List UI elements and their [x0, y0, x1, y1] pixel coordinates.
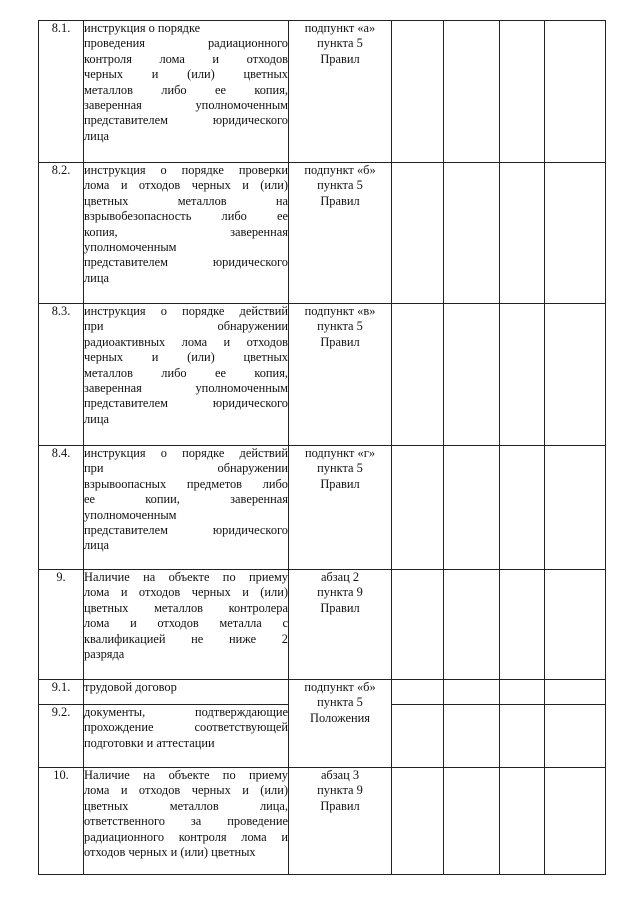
empty-cell — [545, 304, 606, 446]
reference-line: Правил — [320, 600, 360, 615]
text-line: уполномоченным — [84, 507, 177, 522]
empty-cell — [392, 163, 444, 304]
legal-reference — [289, 21, 392, 163]
reference-line: пункта 9 — [317, 783, 363, 798]
table-row — [39, 570, 606, 680]
legal-reference — [289, 680, 392, 768]
text-line: радиационного контроля лома и — [84, 829, 288, 844]
text-line: копия, заверенная — [84, 224, 288, 239]
empty-cell — [444, 705, 500, 768]
text-line: лома и отходов черных и (или) — [84, 783, 288, 798]
empty-cell — [500, 705, 545, 768]
empty-cell — [545, 163, 606, 304]
empty-cell — [500, 768, 545, 875]
text-line: документы, подтверждающие — [84, 705, 288, 719]
requirement-text — [84, 163, 289, 304]
text-line: взрывоопасных предметов либо — [84, 476, 288, 491]
reference-line: абзац 3 — [320, 768, 360, 782]
row-number: 9.2. — [39, 705, 84, 768]
reference-line: пункта 5 — [317, 695, 363, 710]
requirement-text — [84, 705, 289, 768]
empty-cell — [392, 21, 444, 163]
reference-line: подпункт «а» — [304, 21, 376, 35]
text-line: цветных металлов лица, — [84, 798, 288, 813]
row-number: 8.1. — [39, 21, 84, 163]
row-number: 8.4. — [39, 446, 84, 570]
text-line: квалификацией не ниже 2 — [84, 631, 288, 646]
table-row — [39, 446, 606, 570]
legal-reference — [289, 163, 392, 304]
text-line: лица — [84, 538, 109, 553]
empty-cell — [545, 705, 606, 768]
empty-cell — [545, 446, 606, 570]
text-line: при обнаружении — [84, 319, 288, 334]
table-row — [39, 304, 606, 446]
requirement-text — [84, 570, 289, 680]
empty-cell — [500, 680, 545, 705]
reference-line: подпункт «в» — [304, 304, 376, 318]
empty-cell — [444, 768, 500, 875]
text-line: проведения радиационного — [84, 36, 288, 51]
requirement-text — [84, 768, 289, 875]
row-number: 8.2. — [39, 163, 84, 304]
row-number: 8.3. — [39, 304, 84, 446]
empty-cell — [392, 446, 444, 570]
text-line: прохождение соответствующей — [84, 720, 288, 735]
text-line: заверенная уполномоченным — [84, 381, 288, 396]
text-line: уполномоченным — [84, 240, 177, 255]
legal-reference — [289, 304, 392, 446]
text-line: лома и отходов черных и (или) — [84, 178, 288, 193]
text-line: ее копии, заверенная — [84, 492, 288, 507]
empty-cell — [444, 21, 500, 163]
empty-cell — [444, 163, 500, 304]
reference-line: пункта 5 — [317, 36, 363, 51]
text-line: представителем юридического — [84, 113, 288, 128]
empty-cell — [545, 768, 606, 875]
reference-line: Правил — [320, 334, 360, 349]
compliance-checklist-table — [38, 20, 606, 875]
text-line: лица — [84, 411, 109, 426]
text-line: взрывобезопасность либо ее — [84, 209, 288, 224]
row-number: 9.1. — [39, 680, 84, 705]
reference-line: Правил — [320, 798, 360, 813]
empty-cell — [392, 680, 444, 705]
empty-cell — [545, 680, 606, 705]
text-line: цветных металлов на — [84, 193, 288, 208]
empty-cell — [392, 768, 444, 875]
table-row — [39, 768, 606, 875]
row-number: 9. — [39, 570, 84, 680]
text-line: цветных металлов контролера — [84, 600, 288, 615]
reference-line: пункта 5 — [317, 461, 363, 476]
text-line: лома и отходов черных и (или) — [84, 585, 288, 600]
text-line: инструкция о порядке — [84, 21, 201, 35]
text-line: металлов либо ее копия, — [84, 82, 288, 97]
text-line: Наличие на объекте по приему — [84, 570, 288, 584]
text-line: ответственного за проведение — [84, 814, 288, 829]
text-line: лица — [84, 270, 109, 285]
text-line: заверенная уполномоченным — [84, 98, 288, 113]
row-number: 10. — [39, 768, 84, 875]
reference-line: пункта 9 — [317, 585, 363, 600]
empty-cell — [444, 570, 500, 680]
empty-cell — [500, 163, 545, 304]
reference-line: подпункт «б» — [304, 163, 376, 177]
text-line: разряда — [84, 647, 125, 662]
table-row — [39, 163, 606, 304]
empty-cell — [392, 705, 444, 768]
text-line: инструкция о порядке проверки — [84, 163, 288, 177]
reference-line: Положения — [310, 710, 370, 725]
reference-line: Правил — [320, 476, 360, 491]
empty-cell — [500, 21, 545, 163]
table-body — [39, 21, 606, 875]
text-line: лома и отходов металла с — [84, 616, 288, 631]
text-line: черных и (или) цветных — [84, 350, 288, 365]
reference-line: пункта 5 — [317, 319, 363, 334]
requirement-text — [84, 680, 289, 705]
text-line: при обнаружении — [84, 461, 288, 476]
text-line: представителем юридического — [84, 396, 288, 411]
text-line: трудовой договор — [84, 680, 177, 694]
reference-line: подпункт «б» — [304, 680, 376, 694]
empty-cell — [500, 570, 545, 680]
text-line: радиоактивных лома и отходов — [84, 334, 288, 349]
legal-reference — [289, 768, 392, 875]
text-line: подготовки и аттестации — [84, 735, 215, 750]
text-line: контроля лома и отходов — [84, 51, 288, 66]
reference-line: Правил — [320, 51, 360, 66]
legal-reference — [289, 570, 392, 680]
empty-cell — [392, 570, 444, 680]
table-row — [39, 21, 606, 163]
text-line: черных и (или) цветных — [84, 67, 288, 82]
table-row — [39, 680, 606, 705]
empty-cell — [392, 304, 444, 446]
requirement-text — [84, 21, 289, 163]
text-line: металлов либо ее копия, — [84, 365, 288, 380]
empty-cell — [444, 680, 500, 705]
empty-cell — [545, 21, 606, 163]
empty-cell — [444, 304, 500, 446]
requirement-text — [84, 304, 289, 446]
text-line: инструкция о порядке действий — [84, 304, 288, 318]
text-line: лица — [84, 128, 109, 143]
text-line: инструкция о порядке действий — [84, 446, 288, 460]
empty-cell — [444, 446, 500, 570]
text-line: Наличие на объекте по приему — [84, 768, 288, 782]
empty-cell — [545, 570, 606, 680]
text-line: отходов черных и (или) цветных — [84, 845, 256, 860]
empty-cell — [500, 446, 545, 570]
reference-line: подпункт «г» — [304, 446, 376, 460]
text-line: представителем юридического — [84, 255, 288, 270]
text-line: представителем юридического — [84, 523, 288, 538]
reference-line: пункта 5 — [317, 178, 363, 193]
legal-reference — [289, 446, 392, 570]
reference-line: Правил — [320, 193, 360, 208]
reference-line: абзац 2 — [320, 570, 360, 584]
requirement-text — [84, 446, 289, 570]
empty-cell — [500, 304, 545, 446]
